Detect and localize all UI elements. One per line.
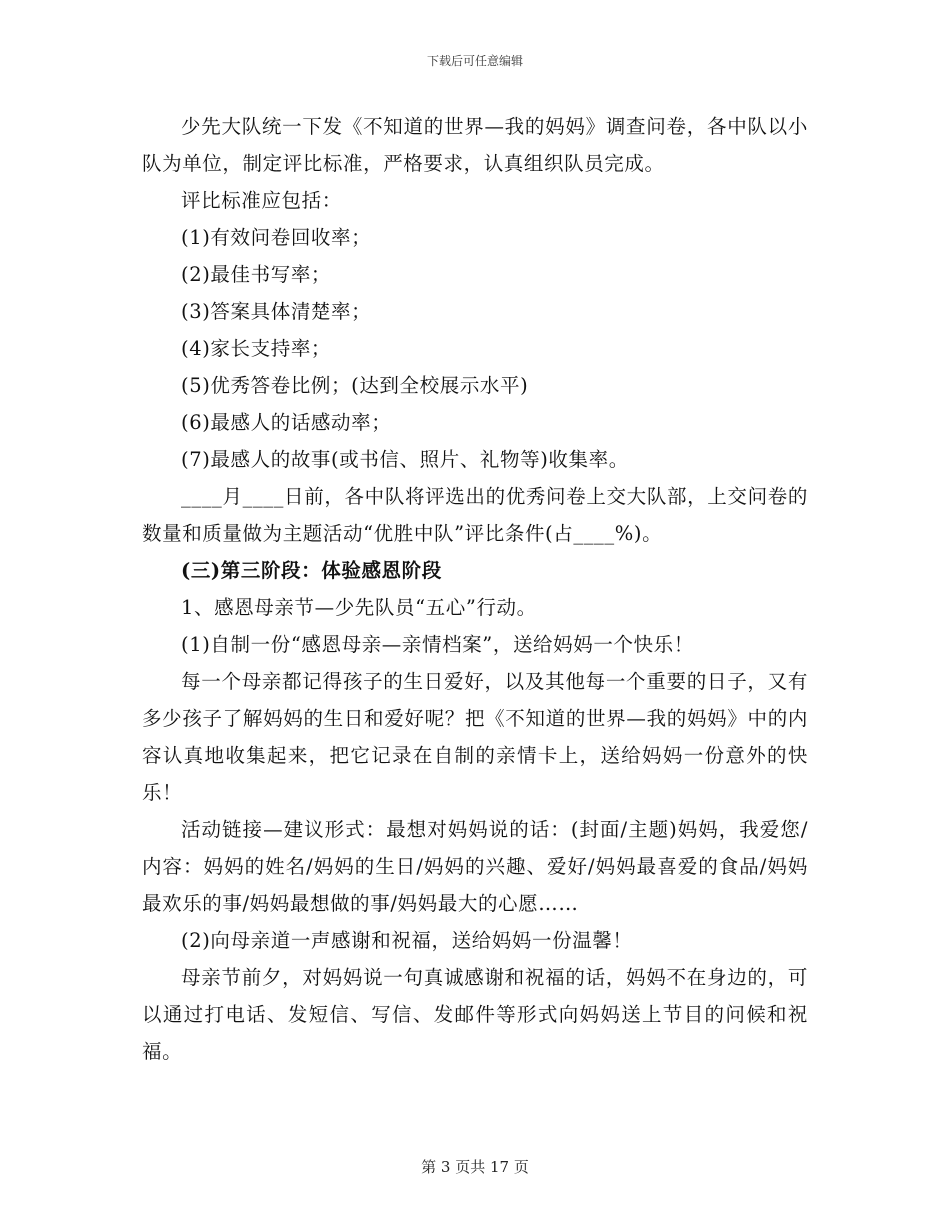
list-item-activity-1: (1)自制一份“感恩母亲—亲情档案”，送给妈妈一个快乐！ [181,633,694,656]
list-item-criteria-2: (2)最佳书写率； [181,263,332,286]
document-body [142,108,808,1070]
paragraph-submission-deadline: ____月____日前，各中队将评选出的优秀问卷上交大队部，上交问卷的数量和质量做为主题活动“优胜中队”评比条件(占____%)。 [142,485,808,545]
list-item-criteria-5: (5)优秀答卷比例；(达到全校展示水平) [181,374,529,397]
list-item-criteria-6: (6)最感人的话感动率； [181,411,392,434]
page-footer: 第 3 页共 17 页 [421,1158,529,1176]
list-item-criteria-3: (3)答案具体清楚率； [181,300,372,323]
list-item-criteria-7: (7)最感人的故事(或书信、照片、礼物等)收集率。 [181,448,629,471]
page-header: 下载后可任意编辑 [426,54,523,68]
paragraph-activity-link: 活动链接—建议形式：最想对妈妈说的话：(封面/主题)妈妈，我爱您/内容：妈妈的姓名/妈妈的生日/妈妈的兴趣、爱好/妈妈最喜爱的食品/妈妈最欢乐的事/妈妈最想做的事/妈妈最大的心愿…… [142,818,808,915]
list-item-criteria-4: (4)家长支持率； [181,337,332,360]
list-item-criteria-1: (1)有效问卷回收率； [181,226,372,249]
list-item-activity-2: (2)向母亲道一声感谢和祝福，送给妈妈一份温馨！ [181,929,633,952]
paragraph-survey-intro: 少先大队统一下发《不知道的世界—我的妈妈》调查问卷，各中队以小队为单位，制定评比标准，严格要求，认真组织队员完成。 [142,115,808,175]
paragraph-activity-2-detail: 母亲节前夕，对妈妈说一句真诚感谢和祝福的话，妈妈不在身边的，可以通过打电话、发短信、写信、发邮件等形式向妈妈送上节目的问候和祝福。 [142,966,808,1063]
paragraph-mothers-day-action: 1、感恩母亲节—少先队员“五心”行动。 [181,596,537,619]
paragraph-criteria-heading: 评比标准应包括： [181,189,342,212]
section-heading-stage-3: (三)第三阶段：体验感恩阶段 [181,559,442,582]
paragraph-activity-1-detail: 每一个母亲都记得孩子的生日爱好，以及其他每一个重要的日子，又有多少孩子了解妈妈的生日和爱好呢？把《不知道的世界—我的妈妈》中的内容认真地收集起来，把它记录在自制的亲情卡上，送给妈妈一份意外的快乐！ [142,670,808,804]
